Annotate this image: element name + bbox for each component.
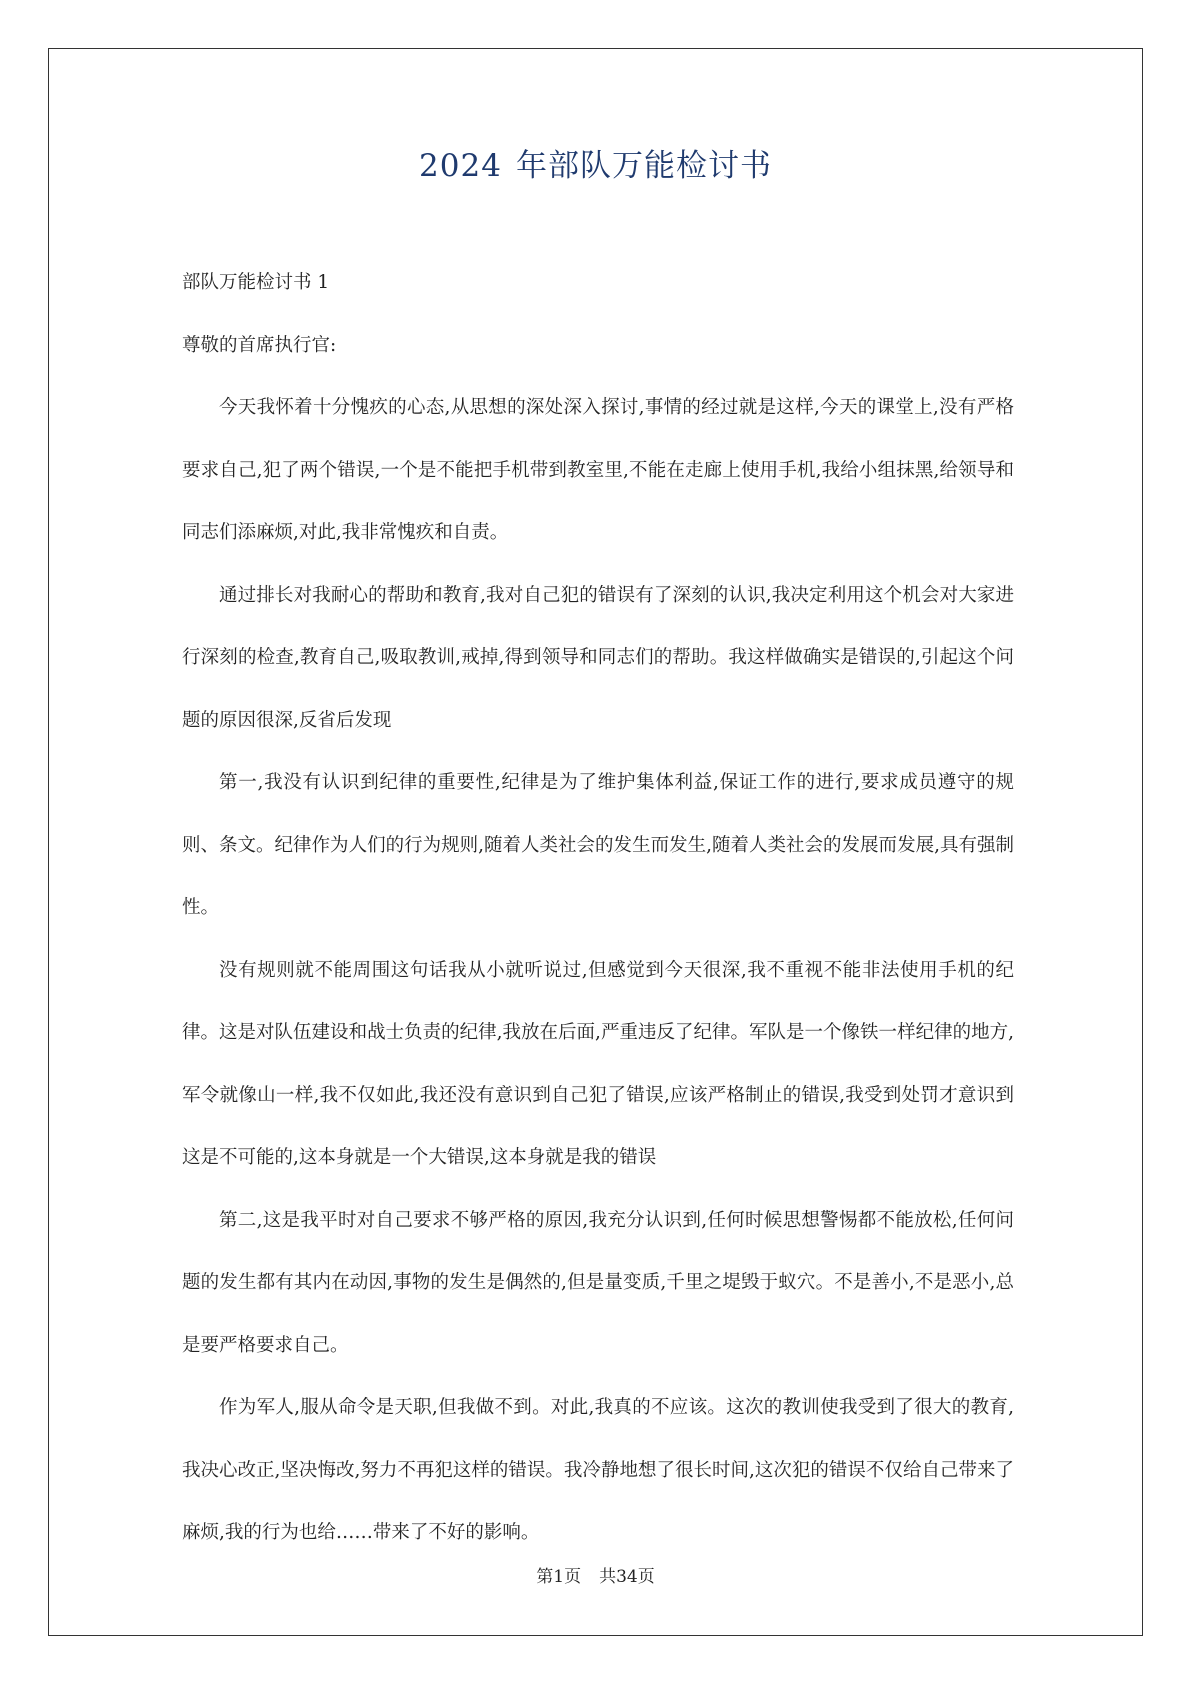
page-total: 共34页: [599, 1567, 655, 1587]
paragraph: 第一,我没有认识到纪律的重要性,纪律是为了维护集体利益,保证工作的进行,要求成员遵守的规则、条文。纪律作为人们的行为规则,随着人类社会的发生而发生,随着人类社会的发展而发展,具有强制性。: [182, 772, 1014, 918]
paragraph: 今天我怀着十分愧疚的心态,从思想的深处深入探讨,事情的经过就是这样,今天的课堂上,没有严格要求自己,犯了两个错误,一个是不能把手机带到教室里,不能在走廊上使用手机,我给小组抹黑,给领导和同志们添麻烦,对此,我非常愧疚和自责。: [182, 397, 1014, 543]
paragraph: 通过排长对我耐心的帮助和教育,我对自己犯的错误有了深刻的认识,我决定利用这个机会对大家进行深刻的检查,教育自己,吸取教训,戒掉,得到领导和同志们的帮助。我这样做确实是错误的,引起这个问题的原因很深,反省后发现: [182, 584, 1014, 731]
paragraph: 没有规则就不能周围这句话我从小就听说过,但感觉到今天很深,我不重视不能非法使用手机的纪律。这是对队伍建设和战士负责的纪律,我放在后面,严重违反了纪律。军队是一个像铁一样纪律的地方,军令就像山一样,我不仅如此,我还没有意识到自己犯了错误,应该严格制止的错误,我受到处罚才意识到这是不可能的,这本身就是一个大错误,这本身就是我的错误: [182, 959, 1014, 1168]
section-subtitle: 部队万能检讨书 1: [182, 272, 330, 293]
title-year: 2024: [419, 148, 502, 184]
document-title: [0, 140, 1191, 185]
paragraph: 作为军人,服从命令是天职,但我做不到。对此,我真的不应该。这次的教训使我受到了很大的教育,我决心改正,坚决悔改,努力不再犯这样的错误。我冷静地想了很长时间,这次犯的错误不仅给自己带来了麻烦,我的行为也给……带来了不好的影响。: [182, 1397, 1014, 1543]
salutation: 尊敬的首席执行官:: [182, 334, 337, 356]
document-body: [182, 252, 1014, 1565]
page-footer: [0, 1562, 1191, 1587]
title-text: 年部队万能检讨书: [515, 148, 772, 184]
page-number: 第1页: [536, 1567, 582, 1587]
paragraph: 第二,这是我平时对自己要求不够严格的原因,我充分认识到,任何时候思想警惕都不能放松,任何问题的发生都有其内在动因,事物的发生是偶然的,但是量变质,千里之堤毁于蚁穴。不是善小,不是恶小,总是要严格要求自己。: [182, 1209, 1014, 1356]
